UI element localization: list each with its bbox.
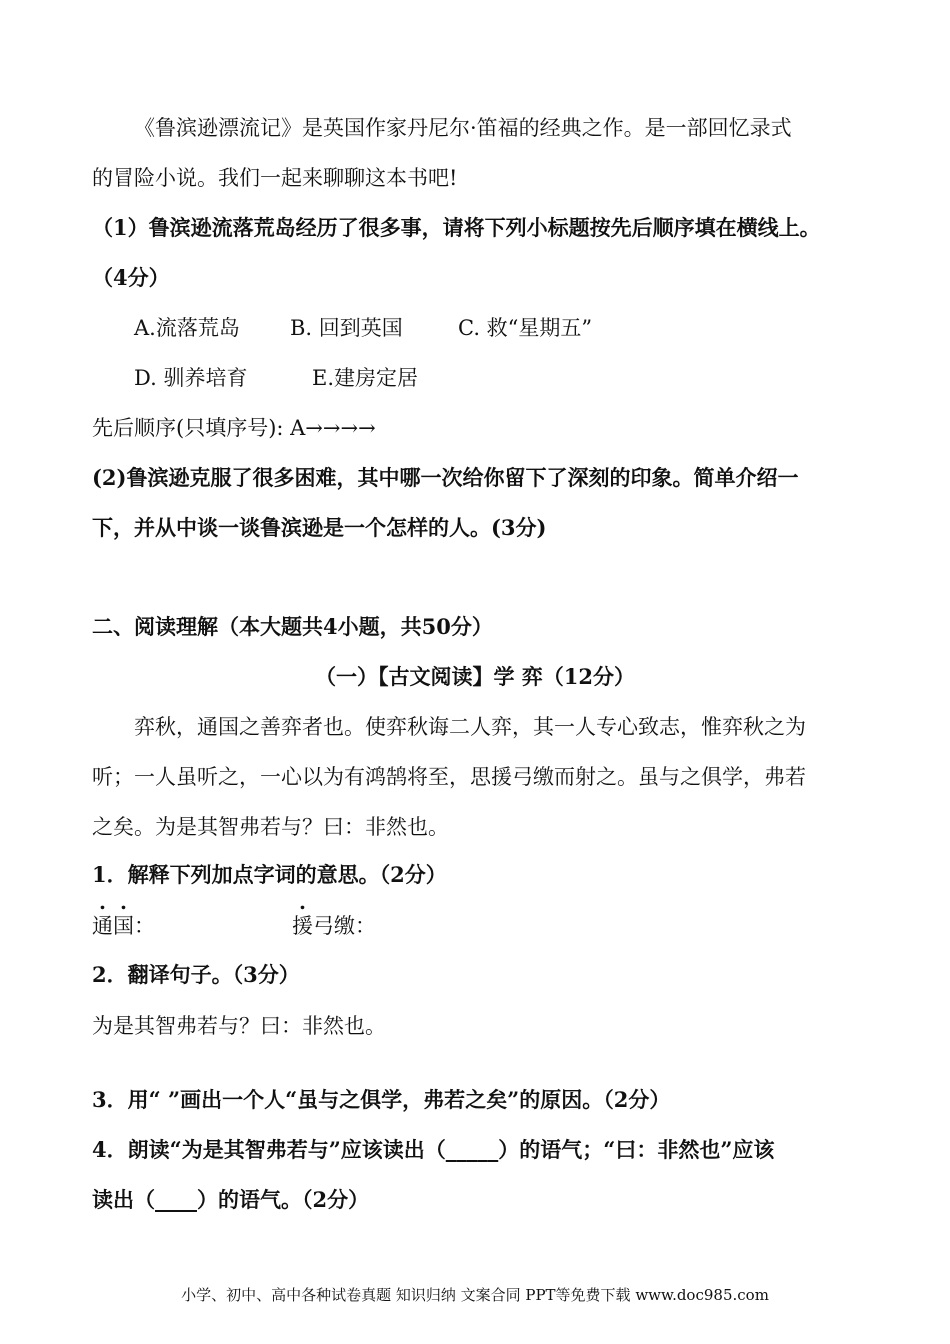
reading-question-4-line-1: 4．朗读“为是其智弗若与”应该读出（_____）的语气；“曰：非然也”应该 — [92, 1137, 775, 1162]
term-colon: ： — [134, 914, 155, 938]
translation-sentence: 为是其智弗若与？曰：非然也。 — [92, 1014, 386, 1038]
question-1-line-2: （4分） — [92, 265, 170, 290]
option-b: B. 回到英国 — [290, 316, 403, 340]
dotted-char: 通 — [92, 914, 113, 938]
section-heading: 二、阅读理解（本大题共4小题，共50分） — [92, 614, 493, 639]
question-2-line-1: (2)鲁滨逊克服了很多困难，其中哪一次给你留下了深刻的印象。简单介绍一 — [92, 465, 799, 490]
passage-line-1: 弈秋，通国之善弈者也。使弈秋诲二人弈，其一人专心致志，惟弈秋之为 — [134, 715, 806, 739]
option-c: C. 救“星期五” — [458, 316, 593, 340]
reading-question-3: 3．用“ ”画出一个人“虽与之俱学，弗若之矣”的原因。（2分） — [92, 1087, 671, 1112]
question-2-line-2: 下，并从中谈一谈鲁滨逊是一个怎样的人。(3分) — [92, 515, 547, 540]
order-answer-line: 先后顺序(只填序号): A→→→→ — [92, 416, 376, 440]
reading-question-2: 2．翻译句子。（3分） — [92, 962, 300, 987]
intro-line-1: 《鲁滨逊漂流记》是英国作家丹尼尔·笛福的经典之作。是一部回忆录式 — [134, 116, 792, 140]
term-2-rest: 弓缴： — [313, 914, 376, 938]
option-e: E.建房定居 — [312, 366, 419, 390]
term-2 — [292, 910, 376, 940]
reading-question-1: 1．解释下列加点字词的意思。（2分） — [92, 862, 447, 887]
intro-line-2: 的冒险小说。我们一起来聊聊这本书吧! — [92, 166, 458, 190]
options-row-2 — [134, 362, 419, 392]
passage-line-2: 听；一人虽听之，一心以为有鸿鹄将至，思援弓缴而射之。虽与之俱学，弗若 — [92, 765, 806, 789]
passage-line-3: 之矣。为是其智弗若与？曰：非然也。 — [92, 815, 449, 839]
dotted-char: 援 — [292, 914, 313, 938]
reading-question-4-line-2: 读出（____）的语气。（2分） — [92, 1187, 370, 1212]
question-1-line-1: （1）鲁滨逊流落荒岛经历了很多事，请将下列小标题按先后顺序填在横线上。 — [92, 215, 821, 240]
options-row-1 — [134, 312, 593, 342]
dotted-char: 国 — [113, 914, 134, 938]
option-a: A.流落荒岛 — [134, 316, 240, 340]
page-footer: 小学、初中、高中各种试卷真题 知识归纳 文案合同 PPT等免费下载 www.doc985.com — [181, 1286, 769, 1304]
option-d: D. 驯养培育 — [134, 366, 248, 390]
passage-title: （一）【古文阅读】学 弈（12分） — [314, 664, 636, 689]
vocab-terms — [92, 910, 376, 940]
